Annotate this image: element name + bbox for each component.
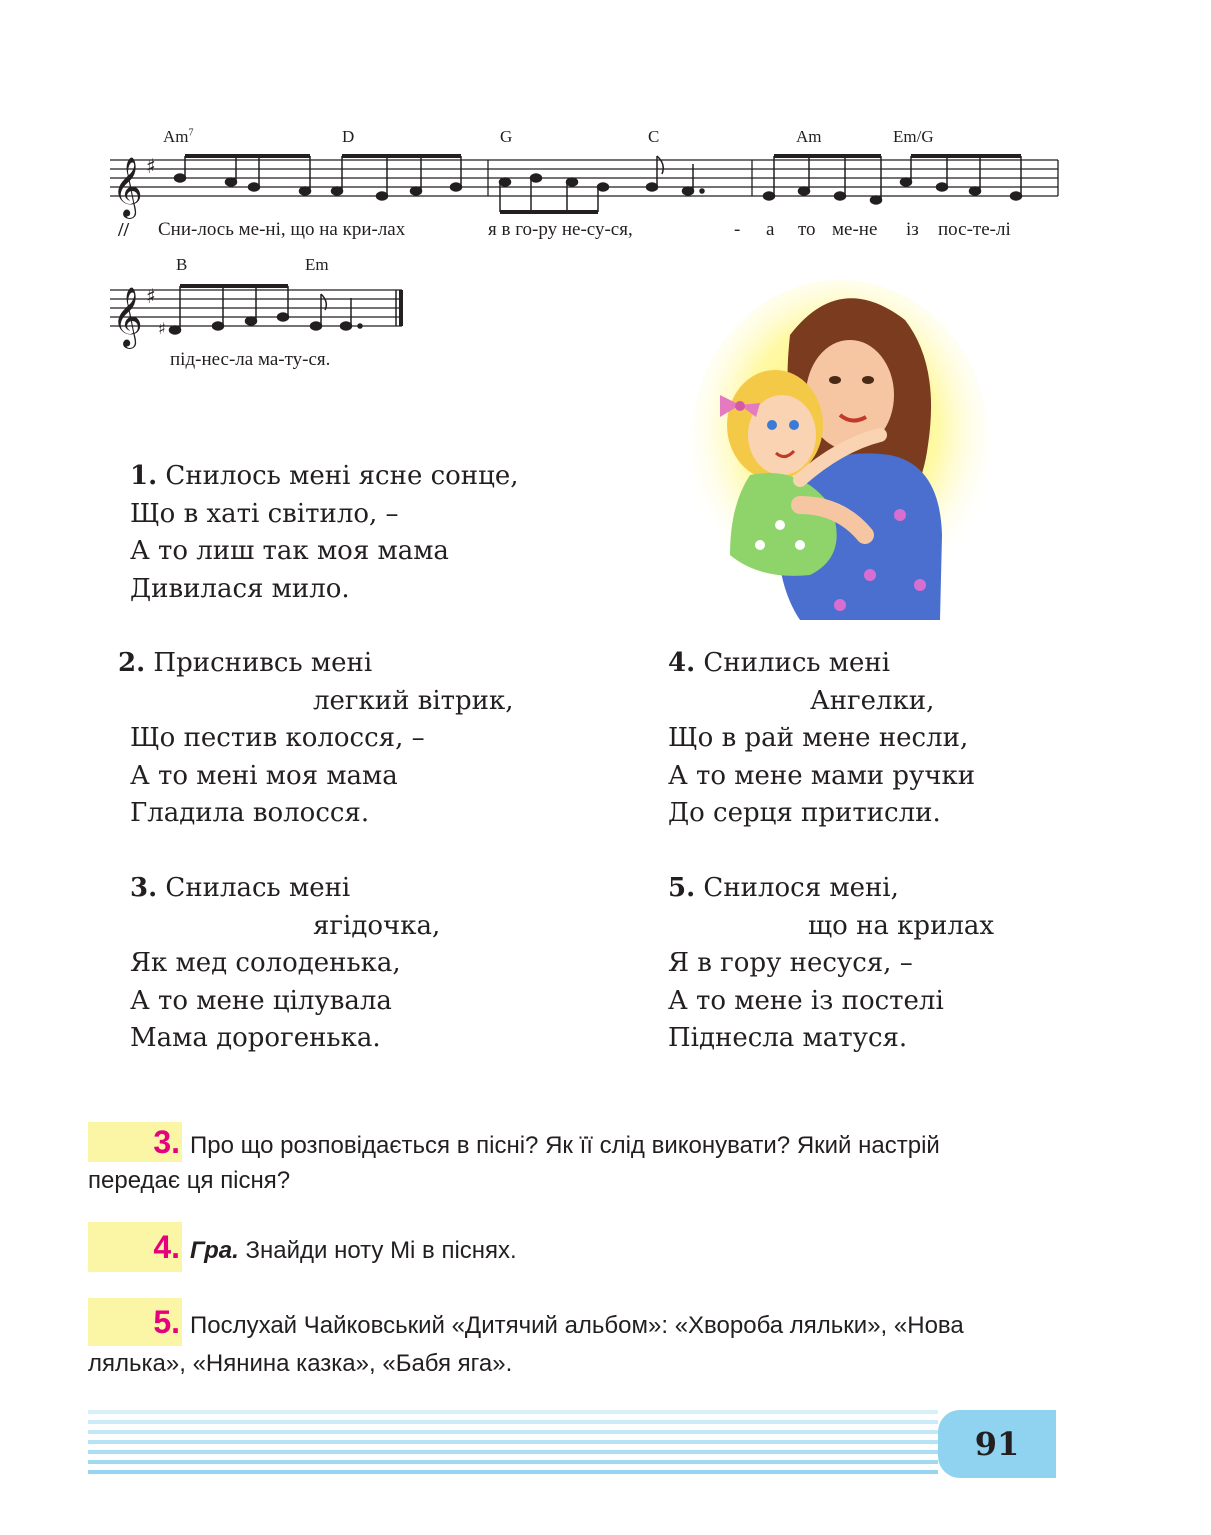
task-number: 4. xyxy=(88,1222,182,1272)
verse-line: легкий вітрик, xyxy=(313,685,514,716)
verse-line: Що пестив колосся, – xyxy=(130,723,425,753)
verse-line: Гладила волосся. xyxy=(130,798,370,828)
footer-stripes xyxy=(88,1410,968,1478)
chord-b: B xyxy=(176,255,188,274)
verse-line: А то мене цілувала xyxy=(130,985,392,1016)
lyrics-line-1f: ме-не xyxy=(832,219,878,240)
verse-line: Мама дорогенька. xyxy=(130,1023,381,1053)
verse-line: Приснивсь мені xyxy=(153,648,373,678)
mother-hugging-daughter-illustration xyxy=(690,275,990,635)
task-3 xyxy=(88,1122,1068,1198)
task-number: 3. xyxy=(88,1122,182,1162)
chord-em: Em xyxy=(305,255,329,274)
verse-number: 1. xyxy=(130,461,158,491)
repeat-mark: // xyxy=(118,219,130,241)
verse-line: Як мед солоденька, xyxy=(130,948,401,978)
verse-line: Що в хаті світило, – xyxy=(130,498,399,529)
verse-3 xyxy=(130,870,440,1058)
verse-5 xyxy=(668,870,994,1058)
lyrics-line-2: під-нес-ла ма-ту-ся. xyxy=(170,349,331,370)
task-4 xyxy=(88,1222,1068,1272)
verse-line: Снилося мені, xyxy=(703,873,899,903)
verse-number: 4. xyxy=(668,648,696,678)
verse-line: Ангелки, xyxy=(810,685,935,716)
task-text-cont: передає ця пісня? xyxy=(88,1167,291,1194)
verse-line: ягідочка, xyxy=(313,910,441,941)
lyrics-line-1c: - xyxy=(734,219,741,240)
verse-line: Снилась мені xyxy=(165,873,351,903)
verse-line: А то мене мами ручки xyxy=(668,760,976,791)
chord-am7: Am$^7$ xyxy=(163,127,194,146)
task-text: Знайди ноту Мі в піснях. xyxy=(238,1237,517,1264)
task-number: 5. xyxy=(88,1298,182,1346)
verse-line: Я в гору несуся, – xyxy=(668,948,913,978)
verse-line: Снилось мені ясне сонце, xyxy=(165,461,519,491)
verse-line: Що в рай мене несли, xyxy=(668,723,969,753)
verse-line: Дивилася мило. xyxy=(130,573,350,604)
lyrics-line-1b: я в го-ру не-су-ся, xyxy=(488,219,633,240)
verse-number: 2. xyxy=(118,648,146,678)
task-5 xyxy=(88,1298,1068,1381)
staff-2 xyxy=(100,270,410,350)
verse-4 xyxy=(668,645,975,833)
verse-line: А то мені моя мама xyxy=(130,760,398,791)
task-bold-label: Гра. xyxy=(190,1237,239,1264)
chord-d: D xyxy=(342,127,355,146)
lyrics-line-1d: а xyxy=(766,219,775,240)
task-text: Про що розповідається в пісні? Як її слід виконувати? Який настрій xyxy=(190,1132,940,1159)
verse-line: А то мене із постелі xyxy=(668,985,944,1016)
verse-number: 3. xyxy=(130,873,158,903)
lyrics-line-1h: пос-те-лі xyxy=(938,219,1011,240)
task-text-cont: лялька», «Нянина казка», «Бабя яга». xyxy=(88,1350,513,1377)
lyrics-line-1a: Сни-лось ме-ні, що на кри-лах xyxy=(158,219,406,240)
treble-clef-icon: 𝄞 xyxy=(112,157,143,217)
verse-line: А то лиш так моя мама xyxy=(130,536,449,566)
chord-am: Am xyxy=(796,127,822,146)
svg-text:𝄞: 𝄞 xyxy=(112,287,143,347)
verse-number: 5. xyxy=(668,873,696,903)
lyrics-line-1g: із xyxy=(906,219,919,240)
verse-line: що на крилах xyxy=(808,910,995,941)
verse-line: До серця притисли. xyxy=(668,798,941,828)
lyrics-line-1e: то xyxy=(798,219,816,240)
sharp-icon: ♯ xyxy=(146,154,156,178)
verse-2 xyxy=(118,645,514,833)
staff-1 xyxy=(100,140,1060,230)
verse-line: Піднесла матуся. xyxy=(668,1023,908,1053)
chord-g: G xyxy=(500,127,513,146)
verse-line: Снились мені xyxy=(703,648,891,678)
verse-1 xyxy=(130,458,519,608)
task-text: Послухай Чайковський «Дитячий альбом»: «Хвороба ляльки», «Нова xyxy=(190,1312,964,1339)
page-number: 91 xyxy=(938,1410,1056,1478)
chord-em-g: Em/G xyxy=(893,127,934,146)
svg-text:♯: ♯ xyxy=(146,284,156,308)
chord-c: C xyxy=(648,127,660,146)
svg-text:♯: ♯ xyxy=(158,319,166,338)
